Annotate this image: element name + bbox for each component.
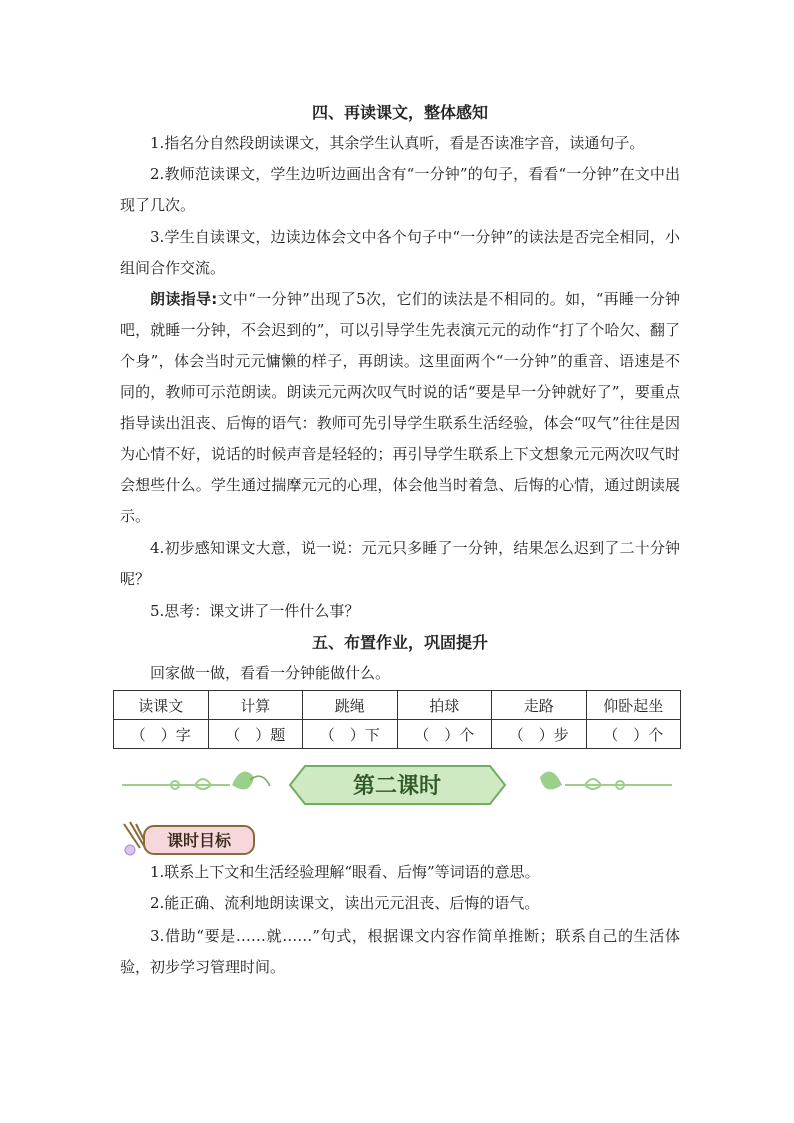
reading-guide-label: 朗读指导:: [150, 290, 218, 308]
lesson-banner: [0, 760, 794, 810]
section5-title: 五、布置作业，巩固提升: [311, 633, 488, 652]
reading-guide: [120, 284, 680, 532]
banner-left-vine: [122, 779, 230, 789]
badge-label: 课时目标: [166, 831, 232, 850]
table-header-cell: 读课文: [114, 691, 209, 720]
table-cell: （ ）步: [492, 720, 587, 749]
table-header-cell: 仰卧起坐: [586, 691, 681, 720]
reading-guide-text: 文中“一分钟”出现了5次，它们的读法是不相同的。如，“再睡一分钟吧，就睡一分钟，不会迟到的”，可以引导学生先表演元元的动作“打了个哈欠、翻了个身”，体会当时元元慵懒的样子，再朗读。这里面两个“一分钟”的重音、语速是不同的，教师可示范朗读。朗读元元两次叹气时说的话“要是早一分钟就好了”，要重点指导读出沮丧、后悔的语气：教师可先引导学生联系生活经验，体会“叹气”往往是因为心情不好，说话的时候声音是轻轻的；再引导学生联系上下文想象元元两次叹气时会想些什么。学生通过揣摩元元的心理，体会他当时着急、后悔的心情，通过朗读展示。: [120, 290, 680, 525]
table-row: [114, 720, 681, 749]
banner-title: 第二课时: [352, 773, 442, 799]
leaf-icon: [250, 776, 270, 786]
objective-item-1: 1.联系上下文和生活经验理解“眼看、后悔”等词语的意思。: [150, 863, 540, 881]
section4-item-4: 4.初步感知课文大意，说一说：元元只多睡了一分钟，结果怎么迟到了二十分钟呢？: [120, 539, 680, 588]
section4-item-1: 1.指名分自然段朗读课文，其余学生认真听，看是否读准字音，读通句子。: [150, 134, 645, 152]
leaf-icon: [540, 772, 562, 790]
section4-item-5: 5.思考：课文讲了一件什么事？: [150, 602, 360, 620]
table-header-cell: 拍球: [397, 691, 492, 720]
table-cell: （ ）题: [208, 720, 303, 749]
table-header-cell: 计算: [208, 691, 303, 720]
objective-item-2: 2.能正确、流利地朗读课文，读出元元沮丧、后悔的语气。: [150, 894, 540, 912]
table-cell: （ ）下: [303, 720, 398, 749]
objectives-badge: [118, 818, 258, 860]
homework-intro: 回家做一做，看看一分钟能做什么。: [150, 664, 391, 682]
objective-item-3: 3.借助“要是……就……”句式，根据课文内容作简单推断；联系自己的生活体验，初步学习管理时间。: [120, 927, 680, 976]
table-cell: （ ）个: [586, 720, 681, 749]
homework-table: [113, 690, 681, 749]
section4-item-3: 3.学生自读课文，边读边体会文中各个句子中“一分钟”的读法是否完全相同，小组间合作交流。: [120, 228, 680, 277]
table-header-cell: 跳绳: [303, 691, 398, 720]
banner-right-vine: [565, 779, 672, 789]
table-cell: （ ）字: [114, 720, 209, 749]
table-header-cell: 走路: [492, 691, 587, 720]
leaf-icon: [232, 772, 254, 790]
section4-title: 四、再读课文，整体感知: [311, 103, 488, 122]
brush-icon: [124, 822, 146, 855]
table-cell: （ ）个: [397, 720, 492, 749]
table-header-row: [114, 691, 681, 720]
section4-item-2: 2.教师范读课文，学生边听边画出含有“一分钟”的句子，看看“一分钟”在文中出现了几次。: [120, 165, 680, 214]
